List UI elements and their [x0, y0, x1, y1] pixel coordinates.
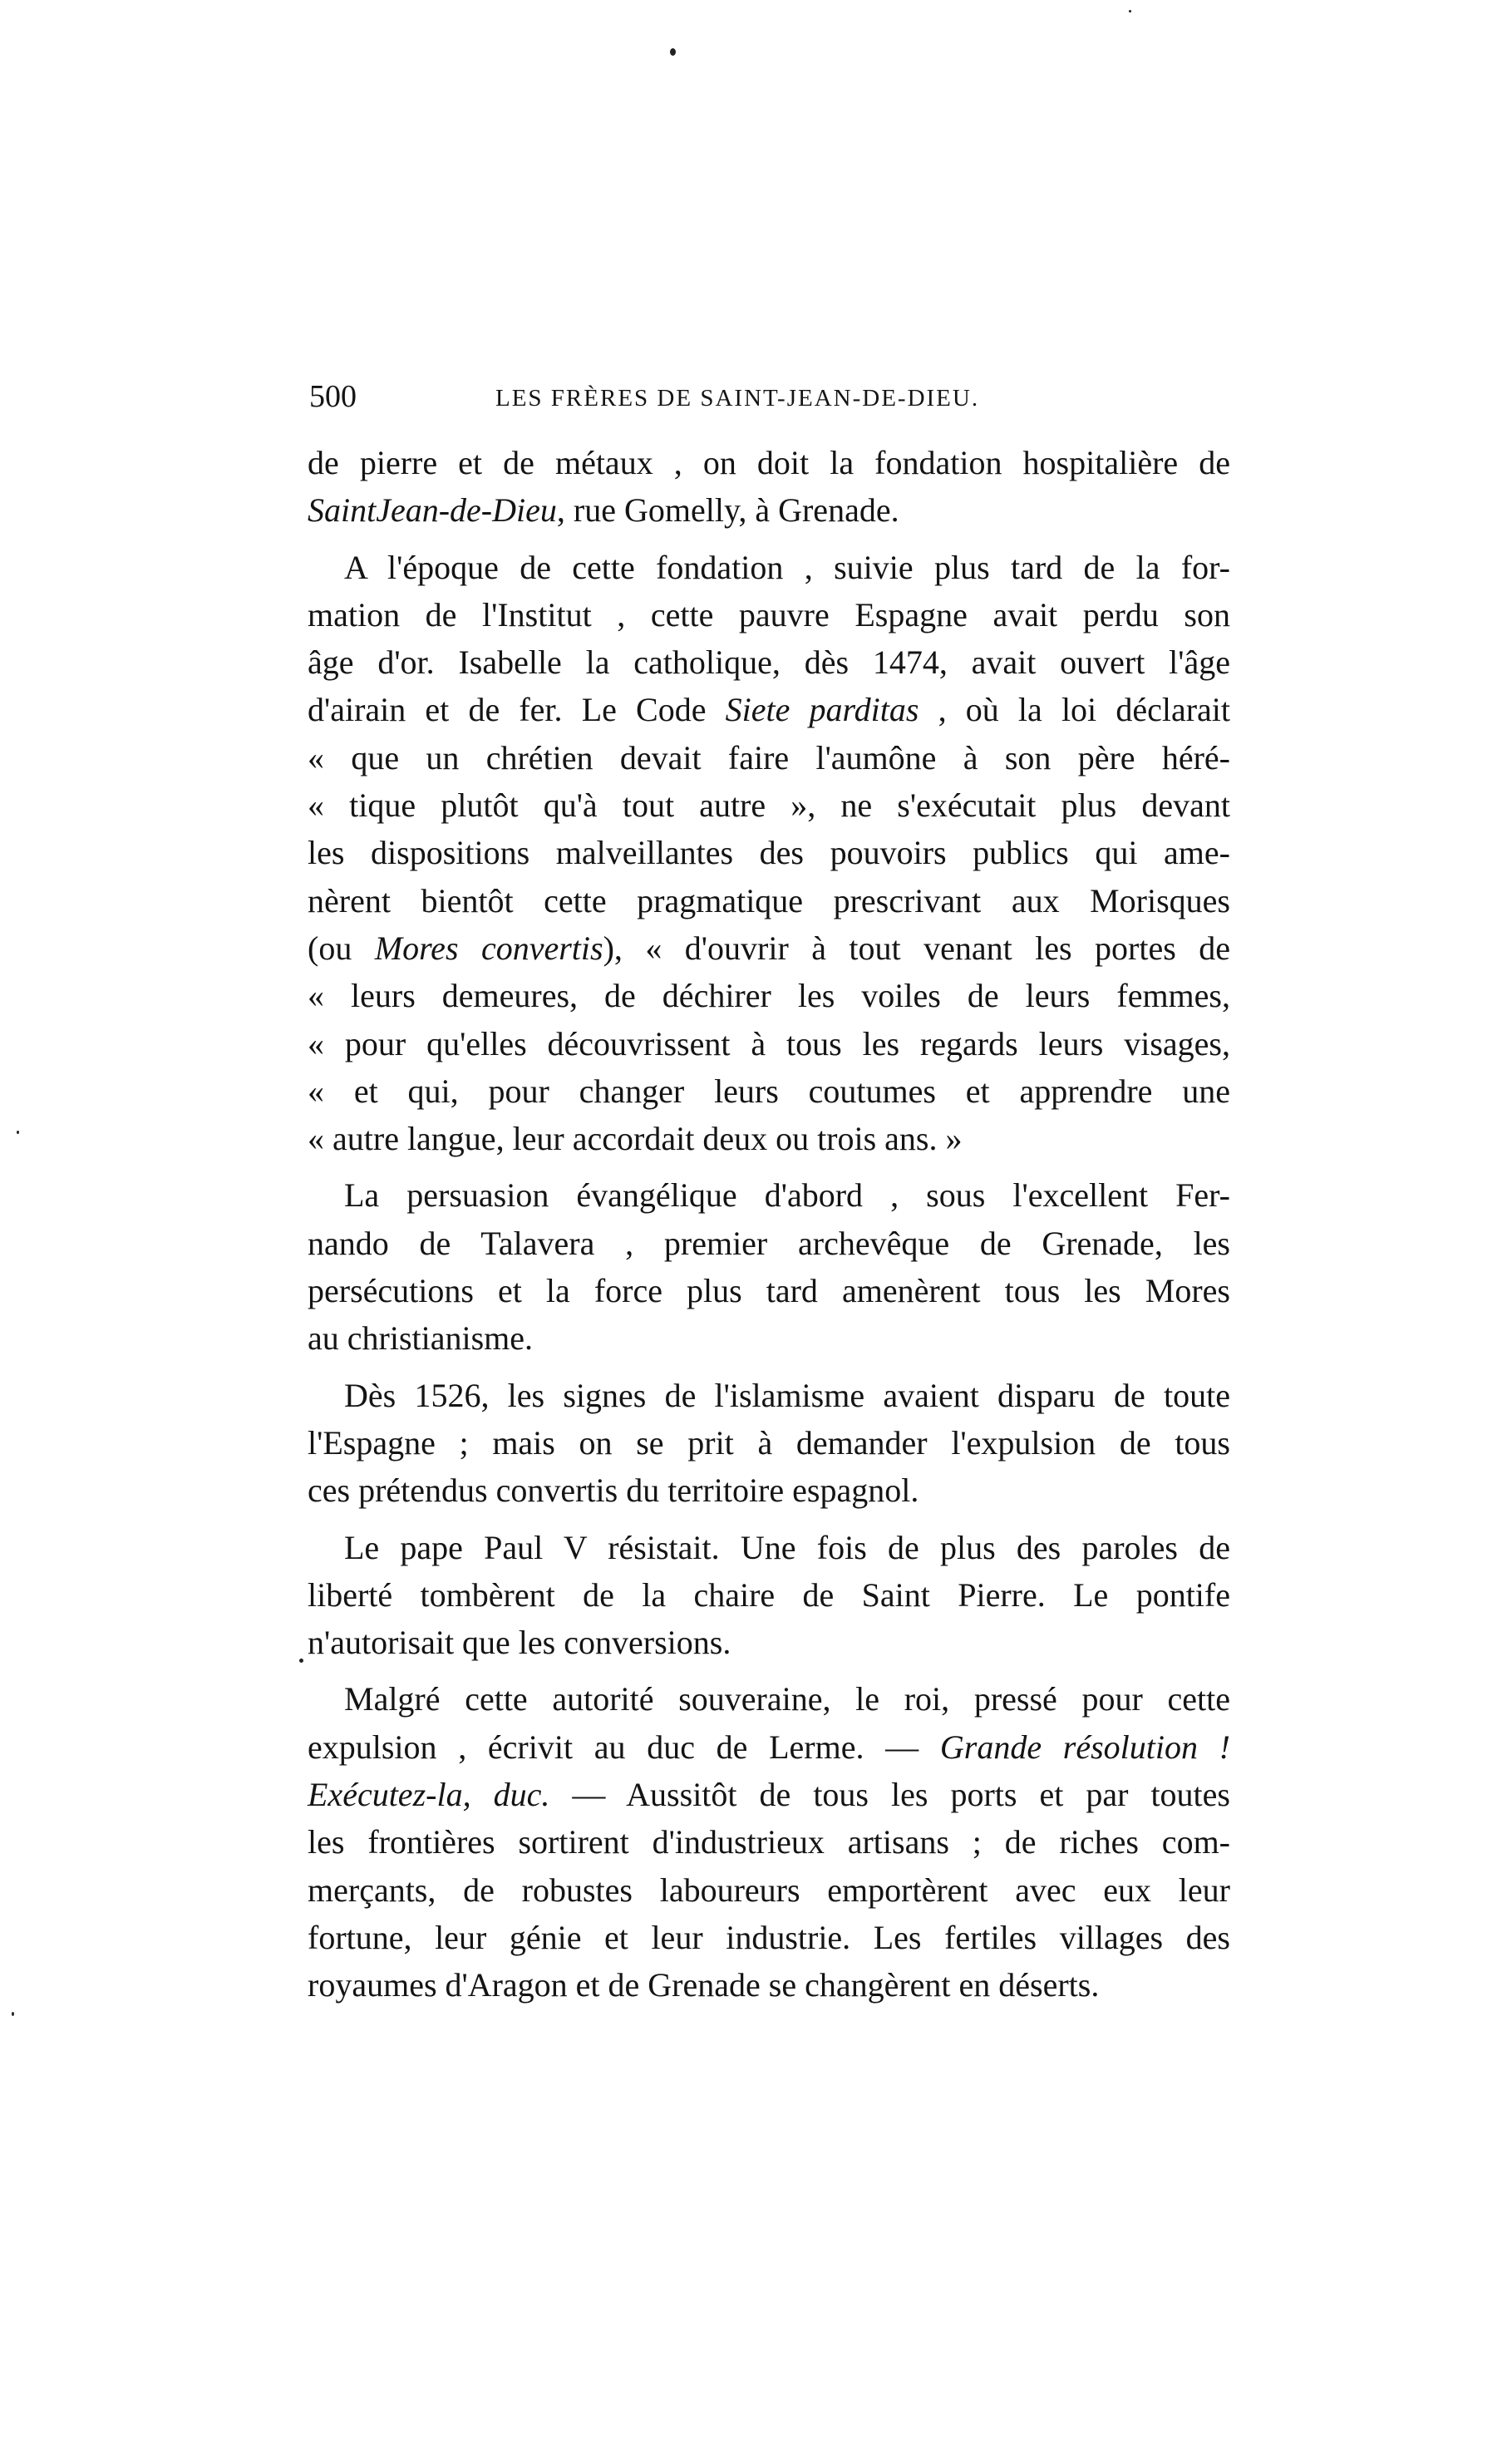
paragraph — [308, 1171, 1230, 1362]
text-line: ces prétendus convertis du territoire espagnol. — [308, 1471, 919, 1510]
text-line: « pour qu'elles découvrissent à tous les regards leurs visages, — [308, 1024, 1230, 1062]
paragraph — [308, 544, 1230, 1163]
text-line: Malgré cette autorité souveraine, le roi, pressé pour cette — [344, 1680, 1230, 1718]
paragraph — [308, 1675, 1230, 2009]
text-line: « et qui, pour changer leurs coutumes et apprendre une — [308, 1072, 1230, 1110]
text-line: âge d'or. Isabelle la catholique, dès 1474, avait ouvert l'âge — [308, 643, 1230, 682]
text-line: nèrent bientôt cette pragmatique prescrivant aux Morisques — [308, 881, 1230, 919]
paragraph — [308, 1372, 1230, 1515]
scan-speck — [299, 1659, 303, 1663]
text-line: La persuasion évangélique d'abord , sous l'excellent Fer- — [344, 1176, 1230, 1215]
text-line: nando de Talavera , premier archevêque de Grenade, les — [308, 1224, 1230, 1262]
italic-text: Siete parditas — [725, 691, 919, 729]
text-line: les frontières sortirent d'industrieux artisans ; de riches com- — [308, 1823, 1230, 1861]
text-line: royaumes d'Aragon et de Grenade se changèrent en déserts. — [308, 1966, 1100, 2004]
italic-text: SaintJean-de-Dieu — [308, 491, 557, 530]
text-line: fortune, leur génie et leur industrie. Les fertiles villages des — [308, 1918, 1230, 1956]
text-line: liberté tombèrent de la chaire de Saint Pierre. Le pontife — [308, 1575, 1230, 1614]
paragraph — [308, 1524, 1230, 1667]
text-line: A l'époque de cette fondation , suivie plus tard de la for- — [344, 548, 1230, 586]
scan-speck — [17, 1131, 19, 1134]
text-line: SaintJean-de-Dieu, rue Gomelly, à Grenade. — [308, 491, 899, 530]
page-header — [309, 378, 1232, 428]
scan-speck — [670, 48, 676, 56]
text-line: (ou Mores convertis), « d'ouvrir à tout venant les portes de — [308, 929, 1231, 967]
text-line: Exécutez-la, duc. — Aussitôt de tous les ports et par toutes — [308, 1776, 1230, 1814]
body-text — [308, 439, 1230, 2009]
italic-text: Exécutez-la, duc. — [308, 1776, 550, 1814]
text-line: mation de l'Institut , cette pauvre Espagne avait perdu son — [308, 595, 1230, 633]
text-line: merçants, de robustes laboureurs emportèrent avec eux leur — [308, 1871, 1230, 1909]
italic-text: Mores convertis — [374, 929, 603, 967]
running-title: LES FRÈRES DE SAINT-JEAN-DE-DIEU. — [495, 385, 980, 412]
text-line: d'airain et de fer. Le Code Siete parditas , où la loi déclarait — [308, 691, 1231, 729]
text-line: « tique plutôt qu'à tout autre », ne s'exécutait plus devant — [308, 786, 1230, 825]
italic-text: Grande résolution ! — [939, 1728, 1230, 1766]
page-number: 500 — [309, 379, 357, 414]
text-line: Le pape Paul V résistait. Une fois de plus des paroles de — [344, 1528, 1230, 1566]
text-line: les dispositions malveillantes des pouvoirs publics qui ame- — [308, 834, 1230, 872]
paragraph — [308, 439, 1230, 535]
scan-speck — [12, 2012, 14, 2016]
text-line: « autre langue, leur accordait deux ou trois ans. » — [308, 1120, 963, 1158]
text-line: l'Espagne ; mais on se prit à demander l'expulsion de tous — [308, 1423, 1230, 1462]
text-line: n'autorisait que les conversions. — [308, 1624, 731, 1662]
scan-speck — [1129, 10, 1131, 12]
text-line: au christianisme. — [308, 1319, 534, 1358]
text-line: persécutions et la force plus tard amenèrent tous les Mores — [308, 1272, 1230, 1310]
text-line: expulsion , écrivit au duc de Lerme. — Grande résolution ! — [308, 1728, 1230, 1766]
text-line: Dès 1526, les signes de l'islamisme avaient disparu de toute — [344, 1376, 1230, 1414]
text-line: « que un chrétien devait faire l'aumône à son père héré- — [308, 738, 1230, 776]
text-line: de pierre et de métaux , on doit la fondation hospitalière de — [308, 444, 1230, 481]
text-line: « leurs demeures, de déchirer les voiles de leurs femmes, — [308, 977, 1230, 1015]
